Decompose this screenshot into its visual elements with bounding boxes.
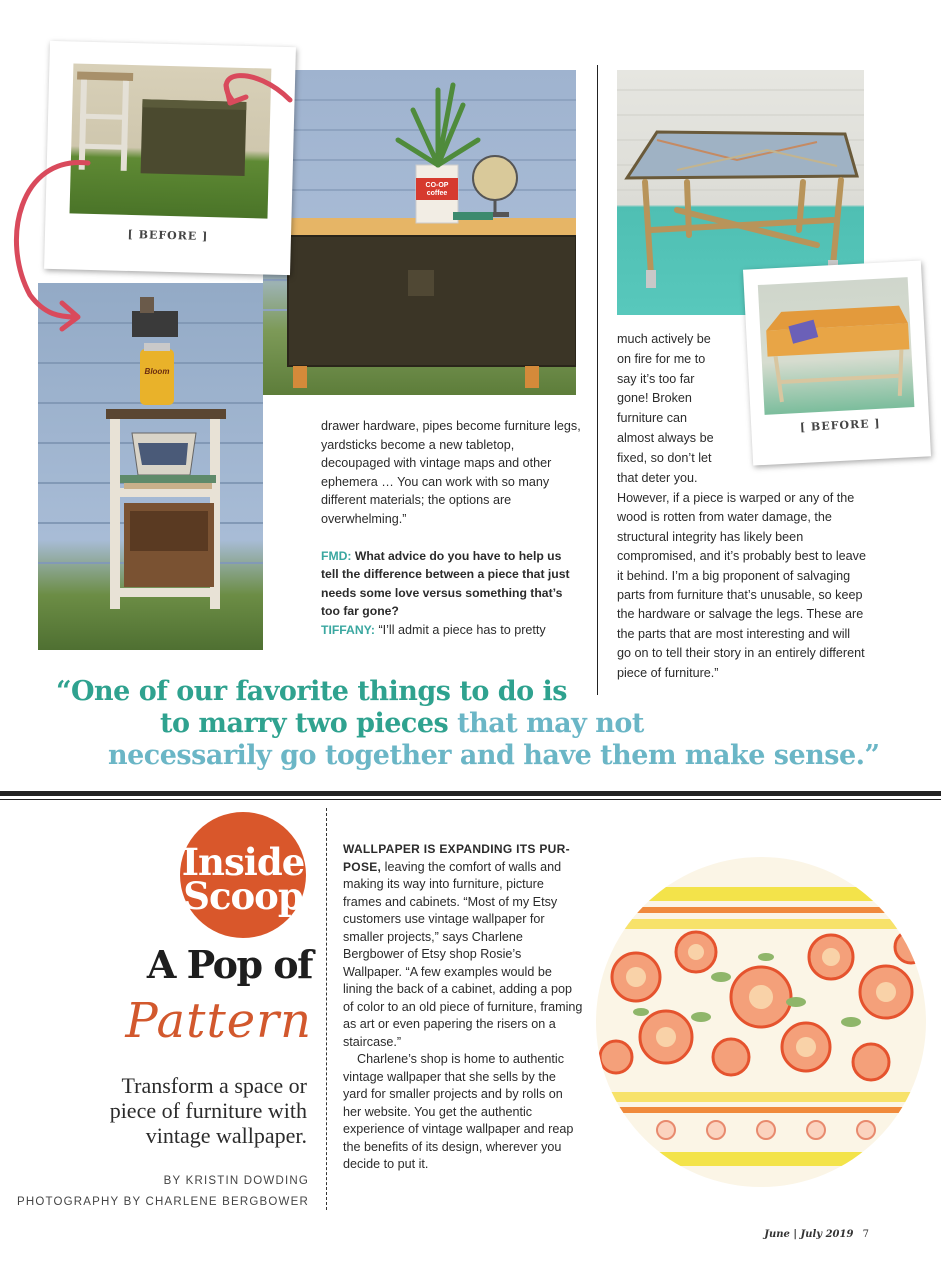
mid-column <box>321 417 581 640</box>
badge-line-1: Inside <box>181 840 305 884</box>
photo-credit: PHOTOGRAPHY BY CHARLENE BERGBOWER <box>16 1196 309 1208</box>
lead-paragraph <box>343 841 583 1051</box>
inside-scoop-badge <box>180 812 306 938</box>
section-title: A Pop of <box>146 942 312 987</box>
section-divider <box>0 791 941 796</box>
issue-date: June | July 2019 <box>764 1229 854 1240</box>
fmd-question-text: What advice do you have to help us tell the difference between a piece that just needs some love versus something that’s too far gone? <box>321 548 570 619</box>
before-label: [ BEFORE ] <box>127 227 209 244</box>
pull-quote-line-2 <box>160 708 644 739</box>
right-line: almost always be <box>617 430 714 445</box>
mid-paragraph: drawer hardware, pipes become furniture legs, yardsticks become a new tabletop, decoupaged with vintage maps and other ephemera … You can work with so many different materials; the options are overwhelming.” <box>321 419 581 526</box>
column-divider <box>597 65 598 695</box>
pull-quote-green: to marry two pieces <box>160 708 449 739</box>
right-line: on fire for me to <box>617 351 706 366</box>
right-line: much actively be <box>617 332 711 346</box>
can-label: CO-OP coffee <box>425 182 449 197</box>
badge-line-2: Scoop <box>183 874 303 918</box>
tiffany-label: TIFFANY: <box>321 622 375 637</box>
page-footer <box>764 1229 869 1240</box>
lead-bold: WALLPAPER IS EXPANDING ITS PUR- POSE, <box>343 842 570 874</box>
section-body <box>343 841 583 1174</box>
right-line: furniture can <box>617 411 688 426</box>
byline: BY KRISTIN DOWDING <box>163 1175 309 1187</box>
pull-quote-blue: that may not <box>448 708 644 739</box>
tiffany-answer <box>321 621 581 640</box>
right-wide-column: However, if a piece is warped or any of the wood is rotten from water damage, the structural integrity has likely been compromised, and it’s probably best to leave it behind. I’m a big proponent of salvaging parts from furniture that’s unusable, so keep the hardware or salvage the legs. These are the parts that are most interesting and will go on to tell their story in an entirely different piece of furniture.” <box>617 491 866 680</box>
pull-quote-line-1: “One of our favorite things to do is <box>56 676 567 707</box>
right-line: fixed, so don’t let <box>617 450 712 465</box>
section-divider-thin <box>0 799 941 800</box>
before-polaroid-table <box>743 260 931 465</box>
section-title-script: Pattern <box>125 993 312 1049</box>
pull-quote-line-3: necessarily go together and have them make sense.” <box>108 740 880 771</box>
right-narrow-column <box>617 330 737 488</box>
fmd-label: FMD: <box>321 548 352 563</box>
second-paragraph: Charlene’s shop is home to authentic vintage wallpaper that she sells by the yard for smaller projects and by rolls on her website. You get the authentic experience of vintage wallpaper and reap the benefits of its design, wherever you decide to put it. <box>343 1052 574 1171</box>
right-line: gone! Broken <box>617 391 692 406</box>
jar-label: Bloom <box>144 367 170 376</box>
lead-text: leaving the comfort of walls and making its way into furniture, picture frames and cabinets. “Most of my Etsy customers use vintage wallpaper for smaller projects,” says Charlene Bergbower of Etsy shop Rosie’s Wallpaper. “A few examples would be lining the back of a cabinet, adding a pop of color to an old piece of furniture, framing as art or even papering the risers on a staircase.” <box>343 859 583 1049</box>
right-line: say it’s too far <box>617 371 695 386</box>
dashed-divider <box>326 808 327 1210</box>
page-number: 7 <box>862 1229 869 1240</box>
arrow-icon <box>0 55 300 385</box>
before-photo-table <box>758 277 915 415</box>
right-line: that deter you. <box>617 470 698 485</box>
chest-after-photo <box>263 70 576 395</box>
before-label: [ BEFORE ] <box>799 416 881 435</box>
wallpaper-photo <box>596 857 926 1187</box>
section-deck: Transform a space or piece of furniture with vintage wallpaper. <box>109 1073 307 1148</box>
fmd-question <box>321 547 581 621</box>
tiffany-text: “I’ll admit a piece has to pretty <box>378 622 546 637</box>
